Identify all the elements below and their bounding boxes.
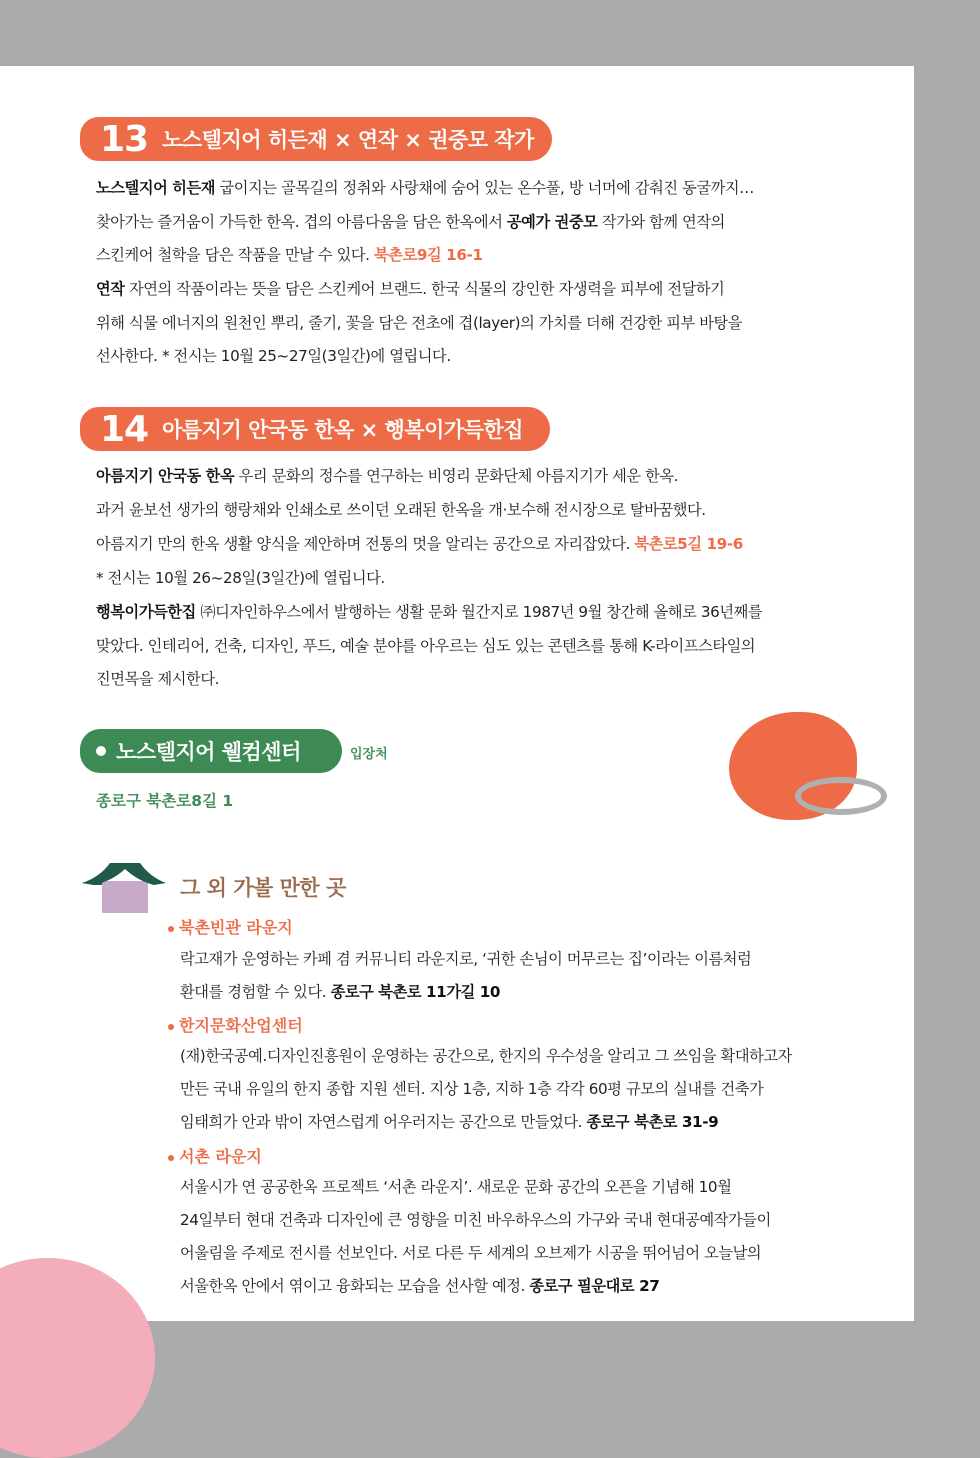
section-13-title: 노스텔지어 히든재 × 연작 × 권중모 작가 xyxy=(162,128,534,152)
place-line: 환대를 경험할 수 있다. 종로구 북촌로 11가길 10 xyxy=(180,983,501,1001)
section-14-line: 행복이가득한집 ㈜디자인하우스에서 발행하는 생활 문화 월간지로 1987년 9월 창간해 올해로 36년째를 xyxy=(96,603,763,621)
place-line: 락고재가 운영하는 카페 겸 커뮤니티 라운지로, ‘귀한 손님이 머무르는 집’이라는 이름처럼 xyxy=(180,950,752,968)
section-13-line: 위해 식물 에너지의 원천인 뿌리, 줄기, 꽃을 담은 전초에 겹(layer)의 가치를 더해 건강한 피부 바탕을 xyxy=(96,314,743,332)
place-title: 북촌빈관 라운지 xyxy=(168,915,293,938)
section-14-line: 진면목을 제시한다. xyxy=(96,670,220,688)
entrance-tag: 입장처 xyxy=(350,747,388,762)
place-line: 만든 국내 유일의 한지 종합 지원 센터. 지상 1층, 지하 1층 각각 60평 규모의 실내를 건축가 xyxy=(180,1080,764,1098)
section-14-title: 아름지기 안국동 한옥 × 행복이가득한집 xyxy=(162,418,524,442)
section-13-header xyxy=(80,117,552,161)
section-14-header xyxy=(80,407,550,451)
bullet-dot xyxy=(168,1024,174,1030)
section-14-address: 북촌로5길 19-6 xyxy=(634,535,743,553)
gray-ring-decoration xyxy=(795,777,887,815)
bullet-dot xyxy=(168,926,174,932)
place-title: 서촌 라운지 xyxy=(168,1144,262,1167)
section-13-line: 스킨케어 철학을 담은 작품을 만날 수 있다. 북촌로9길 16-1 xyxy=(96,246,483,264)
place-line: 임태희가 안과 밖이 자연스럽게 어우러지는 공간으로 만들었다. 종로구 북촌로 31-9 xyxy=(180,1113,719,1131)
bullet-dot xyxy=(168,1155,174,1161)
place-title: 한지문화산업센터 xyxy=(168,1013,303,1036)
place-line: 24일부터 현대 건축과 디자인에 큰 영향을 미친 바우하우스의 가구와 국내 현대공예작가들이 xyxy=(180,1211,771,1229)
bullet-dot xyxy=(96,746,106,756)
section-13-line: 연작 자연의 작품이라는 뜻을 담은 스킨케어 브랜드. 한국 식물의 강인한 자생력을 피부에 전달하기 xyxy=(96,280,725,298)
section-14-line: 맞았다. 인테리어, 건축, 디자인, 푸드, 예술 분야를 아우르는 심도 있는 콘텐츠를 통해 K-라이프스타일의 xyxy=(96,637,756,655)
place-line: 서울시가 연 공공한옥 프로젝트 ‘서촌 라운지’. 새로운 문화 공간의 오픈을 기념해 10월 xyxy=(180,1178,732,1196)
welcome-center-title: 노스텔지어 웰컴센터 xyxy=(116,740,301,764)
section-13-number: 13 xyxy=(100,118,149,160)
place-line: (재)한국공예.디자인진흥원이 운영하는 공간으로, 한지의 우수성을 알리고 그 쓰임을 확대하고자 xyxy=(180,1047,792,1065)
section-13-line: 찾아가는 즐거움이 가득한 한옥. 겹의 아름다움을 담은 한옥에서 공예가 권중모 작가와 함께 연작의 xyxy=(96,213,725,231)
section-14-number: 14 xyxy=(100,408,149,450)
place-line: 서울한옥 안에서 엮이고 융화되는 모습을 선사할 예정. 종로구 필운대로 27 xyxy=(180,1277,660,1295)
section-14-line: 아름지기 만의 한옥 생활 양식을 제안하며 전통의 멋을 알리는 공간으로 자리잡았다. 북촌로5길 19-6 xyxy=(96,535,743,553)
place-line: 어울림을 주제로 전시를 선보인다. 서로 다른 두 세계의 오브제가 시공을 뛰어넘어 오늘날의 xyxy=(180,1244,762,1262)
section-14-line: 과거 윤보선 생가의 행랑채와 인쇄소로 쓰이던 오래된 한옥을 개·보수해 전시장으로 탈바꿈했다. xyxy=(96,501,706,519)
other-places-title: 그 외 가볼 만한 곳 xyxy=(180,876,346,900)
section-14-line: * 전시는 10월 26~28일(3일간)에 열립니다. xyxy=(96,569,385,587)
section-13-line: 노스텔지어 히든재 굽이지는 골목길의 정취와 사랑채에 숨어 있는 온수풀, 방 너머에 감춰진 동굴까지… xyxy=(96,179,754,197)
section-13-address: 북촌로9길 16-1 xyxy=(374,246,483,264)
section-14-line: 아름지기 안국동 한옥 우리 문화의 정수를 연구하는 비영리 문화단체 아름지기가 세운 한옥. xyxy=(96,467,679,485)
welcome-center-address: 종로구 북촌로8길 1 xyxy=(96,792,234,810)
hanok-roof-icon xyxy=(80,855,168,915)
section-13-line: 선사한다. * 전시는 10월 25~27일(3일간)에 열립니다. xyxy=(96,347,451,365)
welcome-center-pill xyxy=(80,729,342,773)
